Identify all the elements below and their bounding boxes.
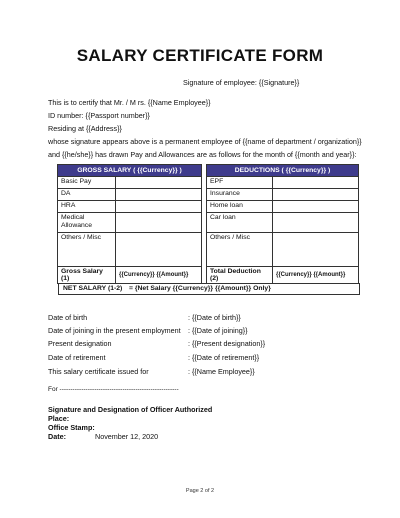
intro-line-2: ID number: {{Passport number}} <box>48 111 150 120</box>
intro-line-3: Residing at {{Address}} <box>48 124 122 133</box>
detail-value: : {{Date of joining}} <box>188 326 248 335</box>
gross-row-label: Medical Allowance <box>58 213 116 233</box>
gross-total-label: Gross Salary (1) <box>58 267 116 284</box>
deduction-row-label: Insurance <box>207 189 273 201</box>
intro-line-1: This is to certify that Mr. / M rs. {{Name Employee}} <box>48 98 211 107</box>
gross-row-value <box>116 177 202 189</box>
detail-value: : {{Date of retirement}} <box>188 353 260 362</box>
deduction-total-value: {{Currency}} {{Amount}} <box>273 267 359 284</box>
net-salary-row <box>58 283 360 295</box>
gross-row-label: HRA <box>58 201 116 213</box>
deductions-table <box>206 164 359 284</box>
deduction-row-value <box>273 177 359 189</box>
place-label: Place: <box>48 414 70 423</box>
gross-row-value <box>116 201 202 213</box>
gross-salary-header: GROSS SALARY ( {{Currency}} ) <box>58 165 202 177</box>
page-footer: Page 2 of 2 <box>185 488 215 494</box>
net-salary-label: NET SALARY (1-2) <box>63 285 123 292</box>
gross-row-label: Basic Pay <box>58 177 116 189</box>
employee-signature-line: Signature of employee: {{Signature}} <box>183 78 300 87</box>
detail-value: : {{Date of birth}} <box>188 313 241 322</box>
for-line: For ------------------------------------------------------- <box>48 386 179 393</box>
gross-total-value: {{Currency}} {{Amount}} <box>116 267 202 284</box>
gross-row-value <box>116 189 202 201</box>
intro-line-4: whose signature appears above is a permanent employee of {{name of department / organization}} <box>48 137 362 146</box>
page-title: SALARY CERTIFICATE FORM <box>76 46 324 65</box>
officer-signature-heading: Signature and Designation of Officer Authorized <box>48 405 213 414</box>
deduction-row-label: Car loan <box>207 213 273 233</box>
detail-label: Date of birth <box>48 313 88 322</box>
deduction-row-label: EPF <box>207 177 273 189</box>
detail-label: Present designation <box>48 339 112 348</box>
detail-label: Date of retirement <box>48 353 106 362</box>
deduction-total-label: Total Deduction (2) <box>207 267 273 284</box>
detail-value: : {{Present designation}} <box>188 339 266 348</box>
detail-label: This salary certificate issued for <box>48 367 149 376</box>
date-label: Date: <box>48 432 66 441</box>
deduction-row-label: Home loan <box>207 201 273 213</box>
deduction-row-value <box>273 233 359 267</box>
deduction-row-value <box>273 213 359 233</box>
intro-line-5: and {{he/she}} has drawn Pay and Allowances are as follows for the month of {{month and year}}: <box>48 150 357 159</box>
gross-row-value <box>116 233 202 267</box>
deduction-row-label: Others / Misc <box>207 233 273 267</box>
detail-label: Date of joining in the present employment <box>48 326 181 335</box>
deduction-row-value <box>273 189 359 201</box>
gross-row-label: DA <box>58 189 116 201</box>
deductions-header: DEDUCTIONS ( {{Currency}} ) <box>207 165 359 177</box>
gross-row-value <box>116 213 202 233</box>
detail-value: : {{Name Employee}} <box>188 367 255 376</box>
deduction-row-value <box>273 201 359 213</box>
net-salary-value: = {Net Salary {{Currency}} {{Amount}} Only} <box>129 285 271 292</box>
date-value: November 12, 2020 <box>95 432 159 441</box>
office-stamp-label: Office Stamp: <box>48 423 95 432</box>
gross-salary-table <box>57 164 202 284</box>
gross-row-label: Others / Misc <box>58 233 116 267</box>
